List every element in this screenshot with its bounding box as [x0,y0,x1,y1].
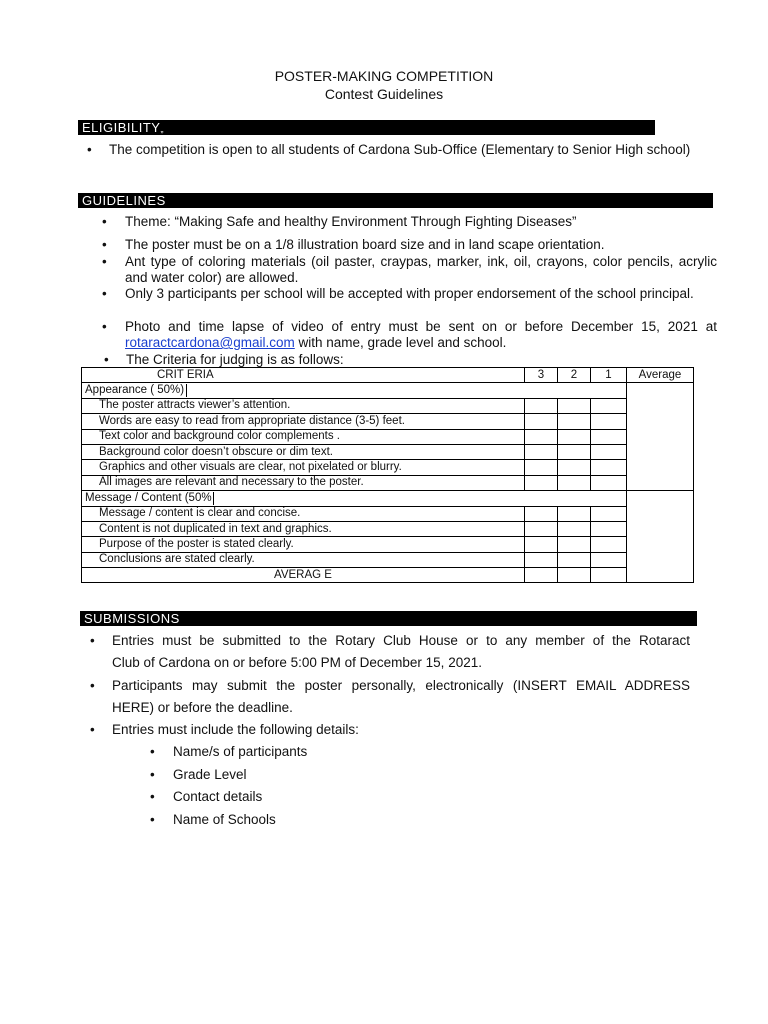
score-2-header: 2 [558,368,591,383]
bullet-icon: • [102,286,107,301]
score-cell[interactable] [525,444,558,459]
bullet-icon: • [150,744,155,759]
criterion-item: Conclusions are stated clearly. [82,552,525,567]
bullet-icon: • [90,678,95,693]
score-cell[interactable] [591,414,627,429]
bullet-icon: • [90,722,95,737]
table-row [82,429,694,444]
bullet-icon: • [102,319,107,334]
page-subtitle: Contest Guidelines [324,86,444,102]
score-cell[interactable] [525,506,558,521]
detail-item-text: Name/s of participants [173,744,308,759]
score-cell[interactable] [525,552,558,567]
score-cell[interactable] [591,398,627,413]
average-cell-message[interactable] [627,491,694,583]
guideline-item-text: The Criteria for judging is as follows: [126,352,344,367]
guideline-item-text: The poster must be on a 1/8 illustration board size and in land scape orientation. [125,237,605,252]
table-row [82,475,694,490]
bullet-icon: • [150,789,155,804]
section-row [82,383,694,398]
criteria-header: CRIT ERIA [82,368,525,383]
score-cell[interactable] [558,537,591,552]
score-cell[interactable] [591,460,627,475]
contact-email-link[interactable]: rotaractcardona@gmail.com [125,335,295,350]
score-1-header: 1 [591,368,627,383]
eligibility-item-text: The competition is open to all students of Cardona Sub-Office (Elementary to Senior High school) [109,142,691,157]
score-cell[interactable] [558,521,591,536]
bullet-icon: • [104,352,109,367]
table-row [82,506,694,521]
criterion-item: Purpose of the poster is stated clearly. [82,537,525,552]
criterion-item: Background color doesn’t obscure or dim text. [82,444,525,459]
score-cell[interactable] [591,475,627,490]
email-suffix: with name, grade level and school. [294,335,507,350]
score-cell[interactable] [558,506,591,521]
guidelines-heading-bar [78,193,713,208]
score-cell[interactable] [591,429,627,444]
score-cell[interactable] [558,475,591,490]
average-header: Average [627,368,694,383]
criterion-item: Content is not duplicated in text and graphics. [82,521,525,536]
bullet-icon: • [102,254,107,269]
score-cell[interactable] [525,521,558,536]
guideline-item-text: Photo and time lapse of video of entry must be sent on or before December 15, 2021 at [125,319,717,334]
score-cell[interactable] [558,398,591,413]
score-cell[interactable] [558,414,591,429]
criterion-item: All images are relevant and necessary to the poster. [82,475,525,490]
score-cell[interactable] [558,552,591,567]
section-row [82,491,694,506]
score-cell[interactable] [558,568,591,583]
criterion-item: Text color and background color complements . [82,429,525,444]
average-row [82,568,694,583]
detail-item-text: Name of Schools [173,812,276,827]
score-cell[interactable] [525,398,558,413]
score-cell[interactable] [525,414,558,429]
table-row [82,398,694,413]
score-cell[interactable] [525,568,558,583]
criteria-header-row [82,368,694,383]
bullet-icon: • [87,142,92,157]
bullet-icon: • [102,237,107,252]
section-label-message: Message / Content (50% [82,491,627,506]
submission-item-text: Entries must include the following details: [112,722,359,737]
table-row [82,552,694,567]
table-row [82,537,694,552]
score-cell[interactable] [558,429,591,444]
bullet-icon: • [150,812,155,827]
average-label: AVERAG E [82,568,525,583]
eligibility-heading: ELIGIBILITY [82,120,161,135]
criteria-table [81,367,694,583]
criterion-item: Words are easy to read from appropriate distance (3-5) feet. [82,414,525,429]
submissions-heading: SUBMISSIONS [84,611,180,626]
score-cell[interactable] [591,537,627,552]
score-cell[interactable] [591,552,627,567]
guideline-item-text: Ant type of coloring materials (oil paster, craypas, marker, ink, oil, crayons, color pencils, acrylic and water color) are allowed. [125,254,717,285]
table-row [82,414,694,429]
criterion-item: Message / content is clear and concise. [82,506,525,521]
score-cell[interactable] [525,475,558,490]
table-row [82,444,694,459]
guideline-email-line [125,335,717,351]
submission-item-text: Entries must be submitted to the Rotary Club House or to any member of the Rotaract [112,633,690,648]
score-cell[interactable] [591,506,627,521]
score-cell[interactable] [525,537,558,552]
submission-item-text: Participants may submit the poster personally, electronically (INSERT EMAIL ADDRESS [112,678,690,693]
eligibility-heading-bar: ELIGIBILITY„ [78,120,655,135]
bullet-icon: • [150,767,155,782]
criterion-item: The poster attracts viewer’s attention. [82,398,525,413]
score-cell[interactable] [558,460,591,475]
score-cell[interactable] [525,460,558,475]
detail-item-text: Contact details [173,789,263,804]
score-cell[interactable] [525,429,558,444]
score-cell[interactable] [558,444,591,459]
section-label-appearance: Appearance ( 50%) [82,383,627,398]
submissions-heading-bar [80,611,697,626]
criterion-item: Graphics and other visuals are clear, not pixelated or blurry. [82,460,525,475]
page-title: POSTER-MAKING COMPETITION [274,68,494,84]
guidelines-heading: GUIDELINES [82,193,166,208]
score-cell[interactable] [591,444,627,459]
score-3-header: 3 [525,368,558,383]
average-cell-appearance[interactable] [627,383,694,491]
bullet-icon: • [102,214,107,229]
table-row [82,521,694,536]
submission-item-text: Club of Cardona on or before 5:00 PM of December 15, 2021. [112,655,482,670]
score-cell[interactable] [591,521,627,536]
bullet-icon: • [90,633,95,648]
guideline-item-text: Only 3 participants per school will be accepted with proper endorsement of the school principal. [125,286,694,301]
guideline-item-text: Theme: “Making Safe and healthy Environment Through Fighting Diseases” [125,214,577,229]
table-row [82,460,694,475]
score-cell[interactable] [591,568,627,583]
detail-item-text: Grade Level [173,767,247,782]
submission-item-text: HERE) or before the deadline. [112,700,293,715]
